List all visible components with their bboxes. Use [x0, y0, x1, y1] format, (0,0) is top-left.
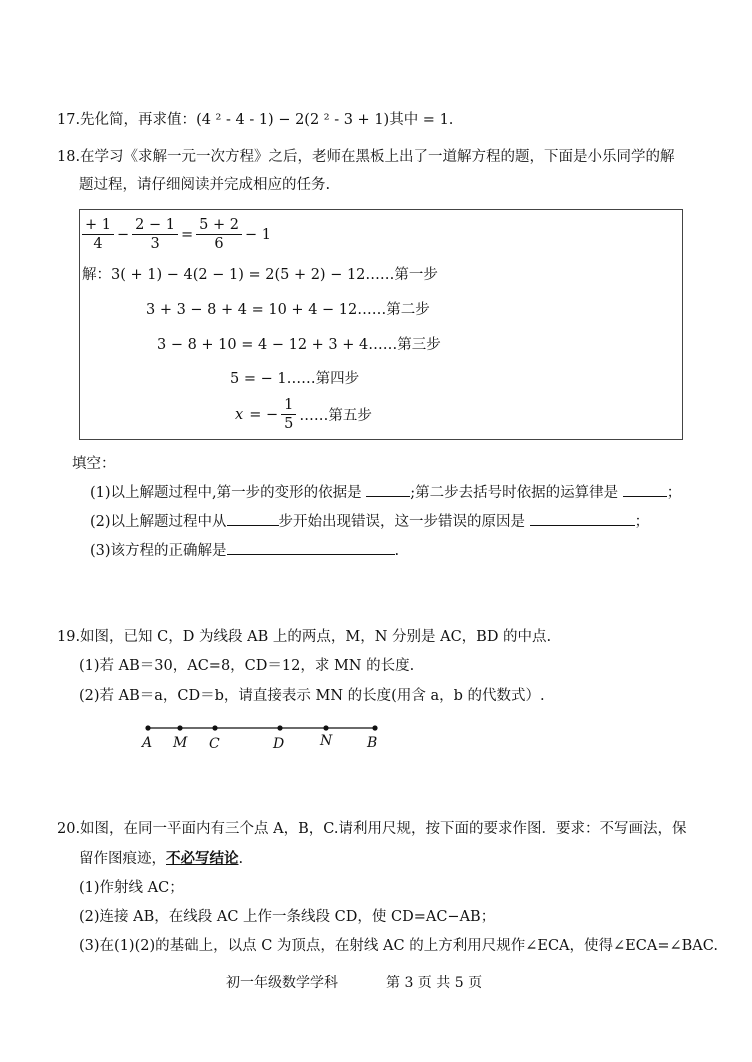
footer-subject: 初一年级数学学科 [226, 975, 338, 991]
fraction-1: $\frac{+ 1}{4}$ [82, 216, 114, 253]
answer-blank-5[interactable] [227, 540, 395, 555]
label-a: A [142, 735, 153, 751]
footer-page-number: 第 3 页 共 5 页 [386, 975, 483, 991]
step-5: x = − $\frac{1}{5}$ ……第五步 [235, 397, 372, 432]
q19-line1: 19.如图，已知 C，D 为线段 AB 上的两点，M，N 分别是 AC，BD 的中点. [57, 629, 552, 645]
q17-prefix: 17.先化简，再求值： [57, 112, 197, 128]
point-n [323, 725, 328, 730]
q20-line4: (2)连接 AB，在线段 AC 上作一条线段 CD，使 CD=AC−AB； [79, 909, 496, 925]
label-m: M [173, 735, 188, 751]
fraction-step5: $\frac{1}{5}$ [281, 396, 296, 433]
q19-line2: (1)若 AB＝30，AC=8，CD＝12，求 MN 的长度. [79, 658, 415, 674]
question-17 [57, 108, 453, 129]
q20-line2: 留作图痕迹，不必写结论. [79, 850, 244, 867]
label-d: D [273, 736, 285, 752]
q17-expression: (4 ² - 4 - 1) − 2(2 ² - 3 + 1) [196, 112, 390, 128]
q20-line5: (3)在(1)(2)的基础上，以点 C 为顶点，在射线 AC 的上方利用尺规作∠ECA，使得∠ECA=∠BAC. [79, 938, 718, 954]
q18-line1: 18.在学习《求解一元一次方程》之后，老师在黑板上出了一道解方程的题，下面是小乐同学的解 [57, 149, 675, 165]
label-c: C [209, 736, 220, 752]
fraction-3: $\frac{5 + 2}{6}$ [196, 216, 242, 253]
point-c [212, 725, 217, 730]
segment-diagram [130, 718, 390, 754]
point-a [145, 725, 150, 730]
step-4: 5 = − 1……第四步 [230, 371, 360, 387]
q20-line3: (1)作射线 AC； [79, 880, 184, 896]
answer-blank-2[interactable] [623, 482, 667, 497]
q17-condition-value: = 1. [418, 112, 454, 128]
point-m [177, 725, 182, 730]
fill-label: 填空： [72, 456, 116, 472]
point-b [372, 725, 377, 730]
step-3: 3 − 8 + 10 = 4 − 12 + 3 + 4……第三步 [157, 337, 441, 353]
q18-line2: 题过程，请仔细阅读并完成相应的任务. [79, 177, 331, 193]
step-1: 解：3( + 1) − 4(2 − 1) = 2(5 + 2) − 12……第一步 [82, 267, 438, 283]
answer-blank-3[interactable] [227, 511, 279, 526]
q18-equation: $\frac{+ 1}{4}$ − $\frac{2 - 1}{3}$ = $\frac{5 + 2}{6}$ − 1 [82, 216, 274, 253]
no-conclusion-note: 不必写结论 [166, 850, 239, 867]
answer-blank-4[interactable] [530, 511, 635, 526]
q20-line1: 20.如图，在同一平面内有三个点 A，B，C.请利用尺规，按下面的要求作图．要求：不写画法，保 [57, 821, 687, 837]
step-2: 3 + 3 − 8 + 4 = 10 + 4 − 12……第二步 [146, 302, 430, 318]
sub-question-1: (1)以上解题过程中,第一步的变形的依据是 ;第二步去括号时依据的运算律是 ； [90, 481, 681, 502]
q19-line3: (2)若 AB＝a，CD＝b，请直接表示 MN 的长度(用含 a，b 的代数式）. [79, 688, 545, 704]
label-n: N [320, 733, 333, 749]
answer-blank-1[interactable] [366, 482, 410, 497]
fraction-2: $\frac{2 - 1}{3}$ [132, 216, 178, 253]
sub-question-3: (3)该方程的正确解是 . [90, 539, 399, 560]
sub-question-2: (2)以上解题过程中从 步开始出现错误，这一步错误的原因是 ； [90, 510, 649, 531]
point-d [277, 725, 282, 730]
q17-condition-label: 其中 [389, 112, 419, 128]
label-b: B [367, 735, 378, 751]
